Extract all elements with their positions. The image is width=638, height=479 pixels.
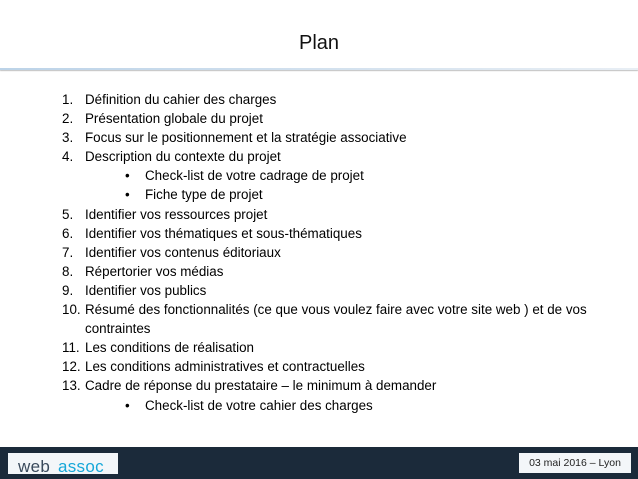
- slide-title: Plan: [298, 32, 340, 54]
- bullet-icon: •: [125, 187, 130, 203]
- item-text: Identifier vos thématiques et sous-thématiques: [85, 225, 362, 241]
- sub-list-item: [62, 185, 622, 204]
- item-text: Cadre de réponse du prestataire – le minimum à demander: [85, 378, 437, 394]
- item-text: Répertorier vos médias: [85, 263, 224, 279]
- list-item: [62, 357, 622, 376]
- list-item: [62, 224, 622, 243]
- sub-list-item: [62, 396, 622, 415]
- item-number: 6.: [62, 225, 74, 241]
- item-number: 8.: [62, 263, 74, 279]
- item-text: Identifier vos contenus éditoriaux: [85, 244, 281, 260]
- item-number: 1.: [62, 92, 74, 107]
- logo-text-web: web: [18, 457, 51, 476]
- item-number: 12.: [62, 359, 81, 375]
- item-number: 10.: [62, 302, 81, 318]
- item-text: Résumé des fonctionnalités (ce que vous voulez faire avec votre site web ) et de vos contraintes: [85, 302, 587, 337]
- item-text: Identifier vos publics: [85, 282, 207, 298]
- title-divider: [0, 68, 638, 70]
- item-text: Les conditions de réalisation: [85, 340, 254, 356]
- list-item: [62, 281, 622, 300]
- list-item: [62, 109, 622, 128]
- item-text: Définition du cahier des charges: [85, 92, 277, 107]
- list-item: [62, 300, 622, 338]
- list-item: [62, 243, 622, 262]
- bullet-icon: •: [125, 397, 130, 413]
- list-item: [62, 376, 622, 395]
- list-item: [62, 147, 622, 166]
- list-item: [62, 205, 622, 224]
- item-number: 5.: [62, 206, 74, 222]
- list-item: [62, 262, 622, 281]
- item-text: Check-list de votre cahier des charges: [145, 397, 373, 413]
- item-number: 7.: [62, 244, 74, 260]
- logo-text-assoc: assoc: [58, 457, 104, 476]
- list-item: [62, 90, 622, 109]
- item-number: 9.: [62, 282, 74, 298]
- list-item: [62, 128, 622, 147]
- plan-list: [62, 90, 622, 415]
- item-text: Description du contexte du projet: [85, 149, 281, 165]
- date-location: 03 mai 2016 – Lyon: [519, 453, 631, 473]
- list-item: [62, 338, 622, 357]
- sub-list-item: [62, 166, 622, 185]
- webassoc-logo: [8, 453, 118, 474]
- item-text: Les conditions administratives et contractuelles: [85, 359, 365, 375]
- item-number: 13.: [62, 378, 81, 394]
- item-text: Focus sur le positionnement et la stratégie associative: [85, 130, 407, 146]
- bullet-icon: •: [125, 168, 130, 184]
- item-number: 4.: [62, 149, 74, 165]
- item-number: 3.: [62, 130, 74, 146]
- footer-bar: [0, 447, 638, 479]
- item-text: Présentation globale du projet: [85, 111, 263, 127]
- item-text: Check-list de votre cadrage de projet: [145, 168, 364, 184]
- item-text: Fiche type de projet: [145, 187, 263, 203]
- item-number: 11.: [62, 340, 80, 356]
- item-number: 2.: [62, 111, 74, 127]
- item-text: Identifier vos ressources projet: [85, 206, 268, 222]
